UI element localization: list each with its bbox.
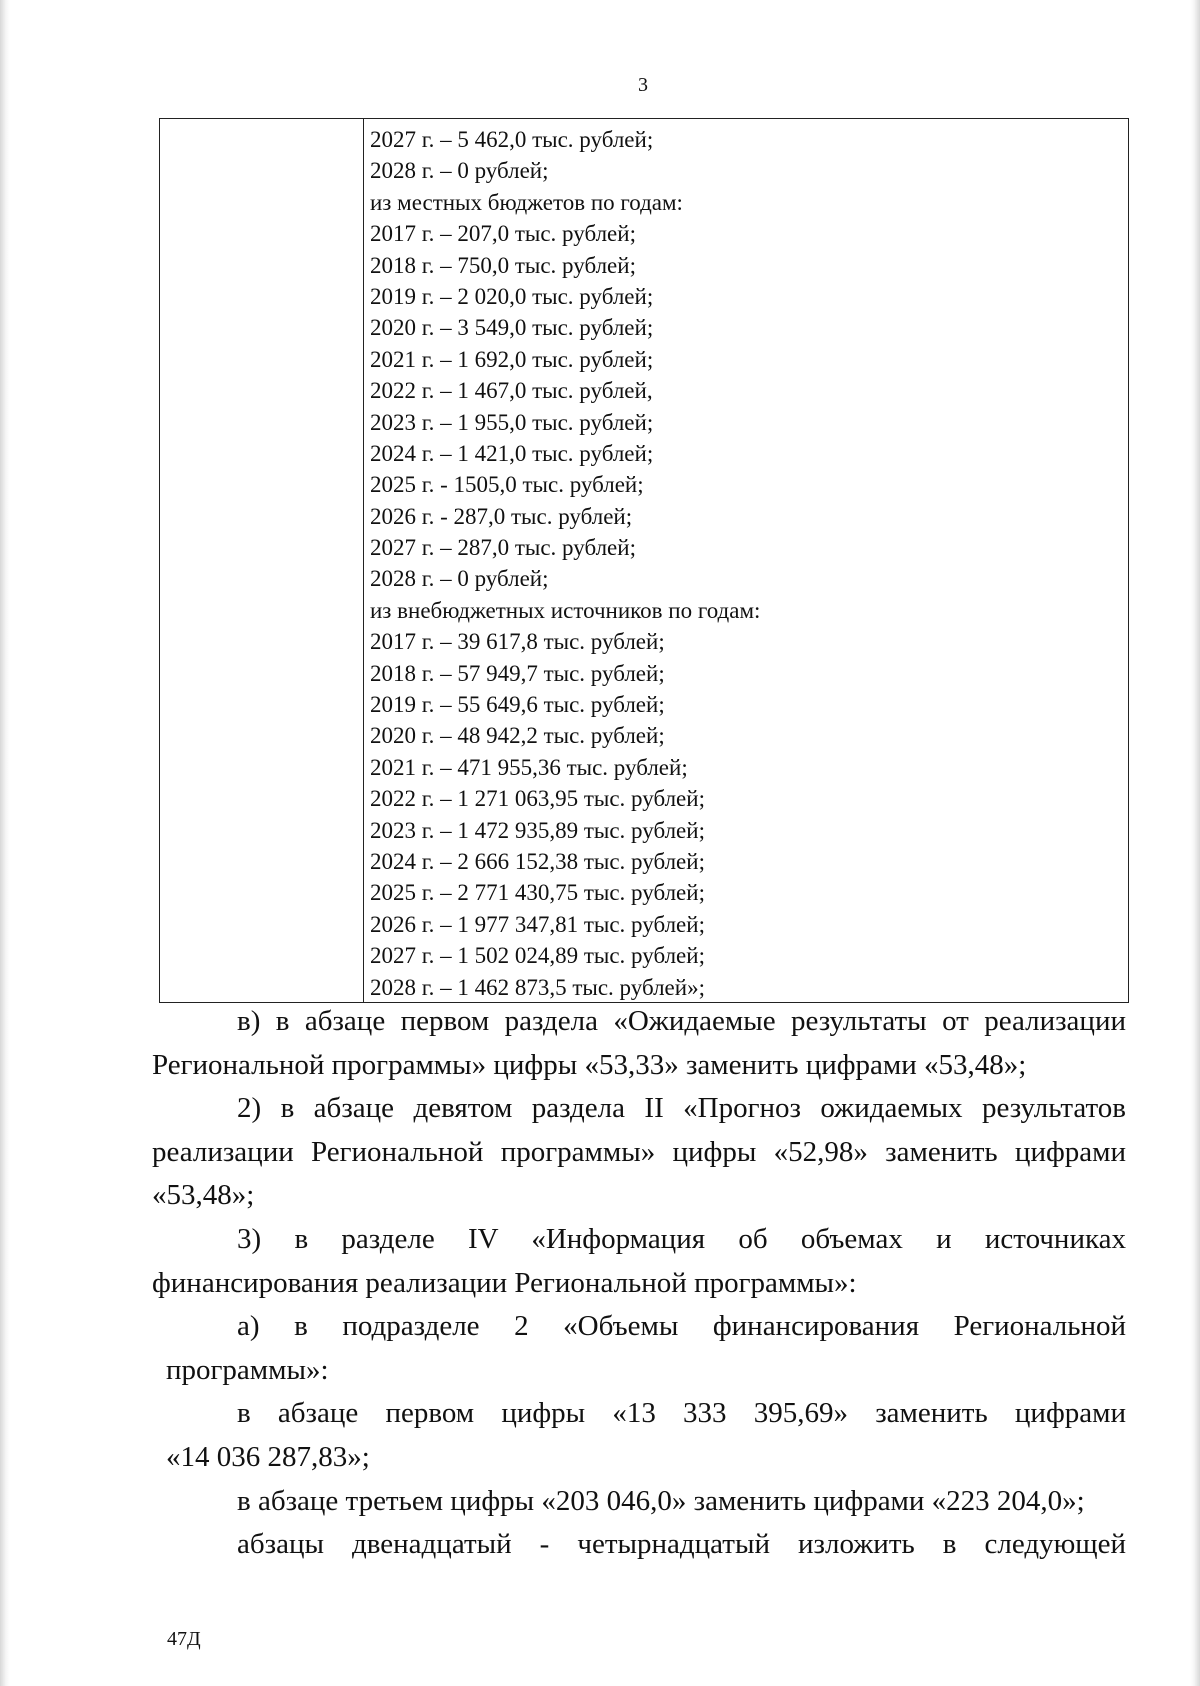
paragraph-a-continuation: программы»: — [166, 1353, 329, 1386]
footer-document-code: 47Д — [167, 1628, 201, 1650]
body-text — [152, 1000, 1126, 1567]
table-line: 2025 г. – 2 771 430,75 тыс. рублей; — [370, 880, 705, 906]
table-line: 2021 г. – 1 692,0 тыс. рублей; — [370, 346, 654, 372]
table-line: 2018 г. – 750,0 тыс. рублей; — [370, 252, 636, 278]
table-line: 2022 г. – 1 271 063,95 тыс. рублей; — [370, 786, 705, 812]
table-line: 2020 г. – 48 942,2 тыс. рублей; — [370, 723, 665, 749]
paragraph-a: а) в подразделе 2 «Объемы финансирования Региональной — [237, 1310, 1126, 1343]
table-line: 2027 г. – 1 502 024,89 тыс. рублей; — [370, 943, 705, 969]
paragraph-first-abzac: в абзаце первом цифры «13 333 395,69» заменить цифрами — [237, 1397, 1126, 1430]
table-line: 2027 г. – 287,0 тыс. рублей; — [370, 535, 636, 561]
paragraph-2: 2) в абзаце девятом раздела II «Прогноз ожидаемых результатов реализации Региональной программы» цифры «52,98» заменить цифрами «53,48»; — [152, 1092, 1126, 1212]
table-line: 2022 г. – 1 467,0 тыс. рублей, — [370, 378, 653, 404]
table-line: 2021 г. – 471 955,36 тыс. рублей; — [370, 754, 688, 780]
table-line: из внебюджетных источников по годам: — [370, 597, 761, 623]
table-line: 2026 г. - 287,0 тыс. рублей; — [370, 503, 633, 529]
table-right-cell — [370, 124, 1124, 1003]
table-line: из местных бюджетов по годам: — [370, 189, 683, 215]
table-line: 2028 г. – 0 рублей; — [370, 566, 549, 592]
page-number: 3 — [638, 74, 648, 96]
table-line: 2026 г. – 1 977 347,81 тыс. рублей; — [370, 911, 705, 937]
table-line: 2023 г. – 1 955,0 тыс. рублей; — [370, 409, 654, 435]
table-line: 2020 г. – 3 549,0 тыс. рублей; — [370, 315, 654, 341]
table-line: 2019 г. – 55 649,6 тыс. рублей; — [370, 692, 665, 718]
table-line: 2018 г. – 57 949,7 тыс. рублей; — [370, 660, 665, 686]
table-line: 2023 г. – 1 472 935,89 тыс. рублей; — [370, 817, 705, 843]
table-line: 2017 г. – 39 617,8 тыс. рублей; — [370, 629, 665, 655]
funding-table — [159, 118, 1129, 1003]
paragraph-first-abzac-continuation: «14 036 287,83»; — [166, 1440, 370, 1473]
table-line: 2017 г. – 207,0 тыс. рублей; — [370, 221, 636, 247]
table-line: 2027 г. – 5 462,0 тыс. рублей; — [370, 127, 654, 152]
table-line: 2019 г. – 2 020,0 тыс. рублей; — [370, 283, 654, 309]
paragraph-twelfth-abzac: абзацы двенадцатый - четырнадцатый изложить в следующей — [237, 1528, 1126, 1561]
table-left-cell — [160, 119, 364, 1002]
table-line: 2024 г. – 2 666 152,38 тыс. рублей; — [370, 848, 705, 874]
paragraph-3: 3) в разделе IV «Информация об объемах и источниках финансирования реализации Региональной программы»: — [152, 1222, 1126, 1299]
paragraph-v: в) в абзаце первом раздела «Ожидаемые результаты от реализации Региональной программы» цифры «53,33» заменить цифрами «53,48»; — [152, 1005, 1126, 1081]
paragraph-third-abzac: в абзаце третьем цифры «203 046,0» заменить цифрами «223 204,0»; — [237, 1484, 1085, 1517]
scan-edge-left — [0, 0, 10, 1686]
table-line: 2024 г. – 1 421,0 тыс. рублей; — [370, 440, 654, 466]
table-line: 2028 г. – 0 рублей; — [370, 158, 549, 184]
scan-edge-right — [1190, 0, 1200, 1686]
table-line: 2028 г. – 1 462 873,5 тыс. рублей»; — [370, 974, 705, 1000]
table-line: 2025 г. - 1505,0 тыс. рублей; — [370, 472, 644, 498]
